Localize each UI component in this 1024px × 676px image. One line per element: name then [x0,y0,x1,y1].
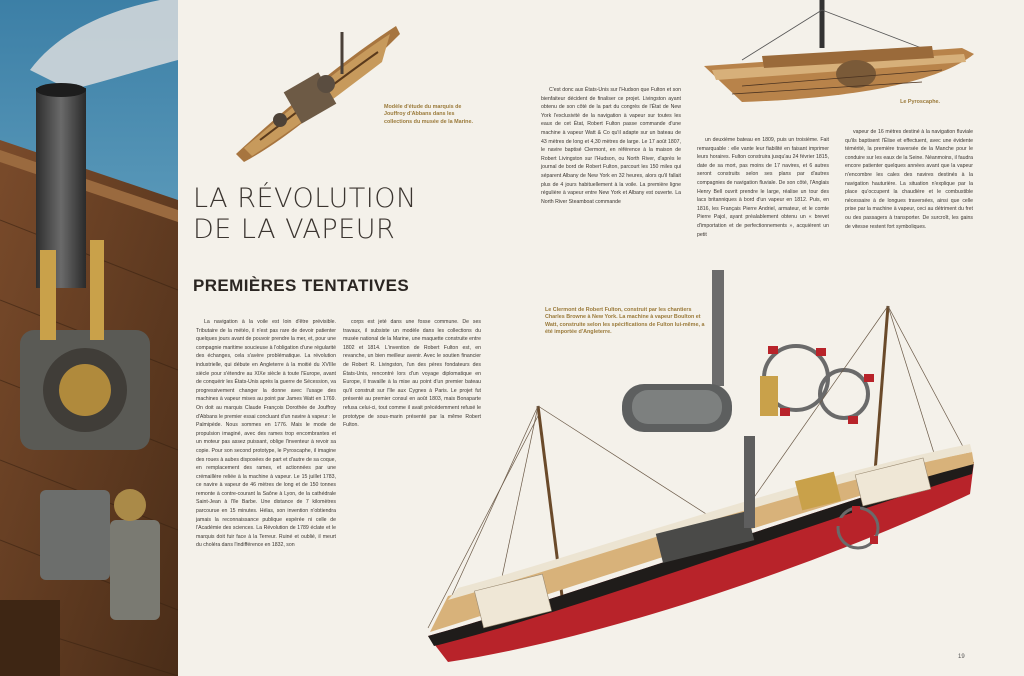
pyroscaphe-illustration [702,0,978,108]
column-4-text: un deuxième bateau en 1809, puis un troisième. Fait remarquable : elle vante leur fiabilité en faisant imprimer leurs horaires. Fulton construira jusqu'au 24 février 1815, date de sa mort, pas moins de 17 navires, et 6 autres seront construits selon ses plans par d'autres compagnies de navigation fluviale. De son côté, l'Anglais Henry Bell ouvrit prendre le large, réalise un tour des lacs britanniques à bord d'un vapeur en 1812. Puis, en 1816, les Français Pierre Andriel, armateur, et le comte Pierre Pajol, ayant préalablement obtenu un « brevet d'importation et de perfectionnements », acquièrent un petit [697,137,829,238]
title-line-1: LA RÉVOLUTION [193,183,417,214]
column-1-text: La navigation à la voile est loin d'être prévisible. Tributaire de la météo, il n'est pas rare de devoir patienter quelques jours avant de pouvoir prendre la mer, et, pour une compagnie maritime soucieuse à l'obligation d'une régularité des échanges, cela s'avère problématique. La révolution industrielle, qui débute en Angleterre à la moitié du XVIIIe siècle pour s'étendre au XIXe siècle à toute l'Europe, avant de conquérir les États-Unis après la guerre de Sécession, va progressivement changer la donne avec l'usage des machines à vapeur mises au point par James Watt en 1769. On doit au marquis Claude François Dorothée de Jouffroy d'Abbans le premier essai concluant d'un navire à vapeur : le Palmipède. Nous sommes en 1776. Mais le mode de propulsion imaginé, avec des rames trop encombrantes et un moteur pas assez puissant, oblige l'inventeur à revoir sa copie. Pour son second prototype, le Pyroscaphe, il imagine des roues à aubes disposées de part et d'autre de sa coque, en remplacement des rames, et actionnées par une crémaillère reliée à la machine à vapeur. Le 15 juillet 1783, ce navire à vapeur de 46 mètres de long et de 150 tonnes remonte à contre-courant la Saône à Lyon, de la cathédrale Saint-Jean à l'île Barbe. Une distance de 7 kilomètres parcourue en 15 minutes. Hélas, son invention n'obtiendra jamais la reconnaissance publique espérée ni celle de l'Académie des sciences. La Révolution de 1789 éclate et le marquis doit fuir face à la Terreur. Ruiné et oublié, il meurt du choléra dans l'indifférence en 1832, son [196,319,336,549]
text-column-3 [541,86,681,206]
model-caption: Modèle d'étude du marquis de Jouffroy d'Abbans dans les collections du musée de la Marine. [384,104,473,125]
clermont-caption: Le Clermont de Robert Fulton, construit par les chantiers Charles Browne à New York. La machine à vapeur Boulton et Watt, construite selon les spécifications de Fulton lui-même, a été importée d'Angleterre. [545,307,705,336]
engine-funnel [712,270,724,386]
deck-illustration [0,0,178,676]
text-column-5 [845,128,973,231]
column-2-text: corps est jeté dans une fosse commune. De ses travaux, il subsiste un modèle dans les collections du musée national de la Marine, une maquette construite entre 1802 et 1814. L'invention de Robert Fulton est, en revanche, un bien meilleur avenir. Avec le soutien financier de Robert R. Livingston, l'un des pères fondateurs des États-Unis, rencontré lors d'un voyage diplomatique en Europe, il travaille à la mise au point d'un premier bateau qu'il construit sur l'île aux Cygnes à Paris. Le projet fut présenté au premier consul en août 1803, mais Bonaparte refusa celui-ci, tout comme il avait précédemment refusé le prototype de sous-marin présenté par la même Robert Fulton. [343,319,481,429]
page-number: 19 [958,654,965,660]
text-column-1 [196,318,336,550]
text-column-4 [697,136,829,239]
title-line-2: DE LA VAPEUR [193,214,396,245]
steamship-deck-painting [0,0,178,676]
page-title [193,183,417,245]
pyroscaphe-caption: Le Pyroscaphe. [900,99,940,105]
clermont-illustration [418,266,978,668]
column-5-text: vapeur de 16 mètres destiné à la navigation fluviale qu'ils baptisent l'Élise et effectuent, avec une évidente témérité, la première traversée de la Manche pour le conduire sur les eaux de la Seine. Néanmoins, il faudra encore patienter quelques années avant que la vapeur n'encombre les cales des navires destinés à la navigation hauturière. La situation n'explique par la place qu'occupent la chaudière et le combustible nécessaire à de longues traversées, ainsi que celle prise par la machine à vapeur, ceci au détriment du fret ou des passagers à transporter. De surcroît, les gains de vitesse restent fort symboliques. [845,129,973,230]
section-subtitle: PREMIÈRES TENTATIVES [193,276,410,295]
column-3-text: C'est donc aux États-Unis sur l'Hudson que Fulton et son bienfaiteur décident de finaliser ce projet. Livingston ayant obtenu de son côté de la part du congrès de l'État de New York l'exclusivité de la navigation à vapeur sur toutes les eaux de cet État, Robert Fulton passe commande d'une machine à vapeur Watt & Co qu'il adapte sur un bateau de 43 mètres de long et 4,30 mètres de large. Le 17 août 1807, le navire baptisé Clermont, en référence à la maison de Robert Livingston sur l'Hudson, ou North River, d'après le journal de bord de Robert Fulton, parcourt les 150 miles qui séparent Albany de New York en 32 heures, alors qu'il fallait plus de 4 jours habituellement à la voile. La première ligne régulière à vapeur entre New York et Albany est ouverte. La North River Steamboat commande [541,87,681,205]
model-boat-illustration [230,22,402,164]
